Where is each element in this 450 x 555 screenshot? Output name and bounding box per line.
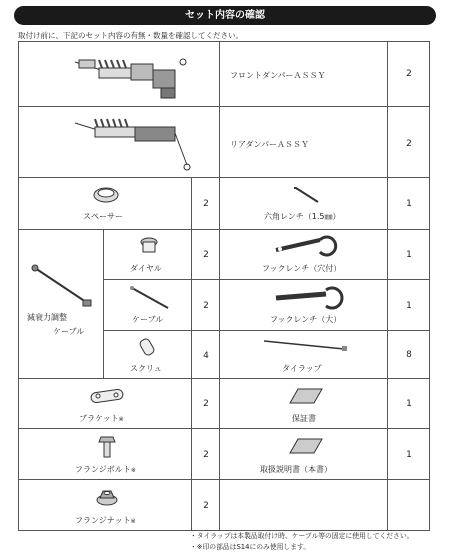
- dial-illustration: [138, 234, 160, 256]
- hex-wrench-illustration: [290, 184, 320, 206]
- empty-name-cell: [219, 479, 388, 531]
- rear-damper-illustration: [71, 113, 191, 173]
- rear-damper-name-cell: [219, 106, 388, 178]
- dial-qty: 2: [203, 250, 209, 260]
- hook-wrench-hole-name: フックレンチ（穴付）: [262, 264, 342, 273]
- cable-qty-cell: [191, 279, 220, 331]
- note-s14: ・※印の部品はS14にのみ使用します。: [190, 543, 311, 551]
- front-damper-image-cell: [18, 41, 220, 107]
- bracket-note-mark: ※: [118, 416, 124, 423]
- manual-name: 取扱説明書（本書）: [260, 465, 332, 474]
- manual-qty: 1: [406, 450, 412, 460]
- spacer-qty: 2: [203, 199, 209, 209]
- flange-nut-cell: [18, 479, 192, 531]
- flange-bolt-qty-cell: [191, 428, 220, 480]
- front-damper-qty-cell: [387, 41, 430, 107]
- bracket-illustration: [89, 387, 125, 405]
- section-title: セット内容の確認: [14, 6, 436, 25]
- front-damper-illustration: [71, 48, 191, 100]
- flange-bolt-name: フランジボルト※: [75, 465, 136, 474]
- hook-wrench-hole-illustration: [270, 234, 340, 258]
- manual-illustration: [286, 435, 324, 457]
- hook-wrench-large-qty-cell: [387, 279, 430, 331]
- flange-nut-note-mark: ※: [130, 518, 136, 525]
- flange-nut-qty: 2: [203, 501, 209, 511]
- hex-wrench-qty: 1: [406, 199, 412, 209]
- intro-text: 取付け前に、下記のセット内容の有無・数量を確認してください。: [18, 31, 243, 40]
- bracket-qty-cell: [191, 378, 220, 429]
- warranty-name: 保証書: [292, 414, 316, 423]
- cable-illustration: [128, 284, 172, 312]
- spacer-name: スペーサー: [83, 212, 123, 221]
- screw-qty-cell: [191, 330, 220, 379]
- spacer-cell: [18, 177, 192, 230]
- manual-qty-cell: [387, 428, 430, 480]
- hex-wrench-name: 六角レンチ（1.5㎜）: [264, 212, 341, 221]
- warranty-qty-cell: [387, 378, 430, 429]
- manual-cell: [219, 428, 388, 480]
- hook-wrench-hole-cell: [219, 229, 388, 280]
- front-damper-qty: 2: [406, 69, 412, 79]
- hex-wrench-cell: [219, 177, 388, 230]
- screw-illustration: [136, 337, 160, 357]
- dial-cell: [103, 229, 192, 280]
- rear-damper-qty-cell: [387, 106, 430, 178]
- cable-name: ケーブル: [132, 315, 164, 324]
- dial-qty-cell: [191, 229, 220, 280]
- flange-bolt-note-mark: ※: [130, 467, 136, 474]
- screw-name: スクリュ: [130, 364, 162, 373]
- damping-cable-name-line2: ケーブル: [53, 327, 85, 336]
- warranty-illustration: [286, 385, 324, 407]
- tie-wrap-illustration: [260, 337, 350, 353]
- damping-cable-group-cell: [18, 229, 104, 379]
- bracket-cell: [18, 378, 192, 429]
- rear-damper-image-cell: [18, 106, 220, 178]
- front-damper-name-cell: [219, 41, 388, 107]
- hook-wrench-large-illustration: [270, 284, 350, 310]
- damping-cable-name-line1: 減衰力調整: [27, 313, 67, 322]
- cable-qty: 2: [203, 301, 209, 311]
- tie-wrap-qty-cell: [387, 330, 430, 379]
- hook-wrench-large-cell: [219, 279, 388, 331]
- dial-name: ダイヤル: [130, 264, 162, 273]
- screw-cell: [103, 330, 192, 379]
- warranty-cell: [219, 378, 388, 429]
- rear-damper-qty: 2: [406, 139, 412, 149]
- empty-qty-cell: [387, 479, 430, 531]
- note-tie-wrap: ・タイラップは本製品取付け時、ケーブル等の固定に使用してください。: [190, 532, 414, 540]
- contents-table: [18, 41, 430, 538]
- tie-wrap-cell: [219, 330, 388, 379]
- flange-bolt-cell: [18, 428, 192, 480]
- hook-wrench-hole-qty-cell: [387, 229, 430, 280]
- hook-wrench-hole-qty: 1: [406, 250, 412, 260]
- notes: [190, 531, 413, 553]
- flange-bolt-illustration: [97, 433, 117, 459]
- flange-nut-illustration: [95, 486, 119, 508]
- damping-cable-illustration: [31, 264, 93, 310]
- tie-wrap-qty: 8: [406, 350, 412, 360]
- hook-wrench-large-name: フックレンチ（大）: [270, 315, 342, 324]
- cable-cell: [103, 279, 192, 331]
- tie-wrap-name: タイラップ: [282, 364, 322, 373]
- flange-nut-qty-cell: [191, 479, 220, 531]
- hex-wrench-qty-cell: [387, 177, 430, 230]
- flange-bolt-qty: 2: [203, 450, 209, 460]
- warranty-qty: 1: [406, 399, 412, 409]
- front-damper-name: フロントダンパーＡＳＳＹ: [230, 71, 326, 80]
- screw-qty: 4: [203, 351, 209, 361]
- hook-wrench-large-qty: 1: [406, 301, 412, 311]
- bracket-qty: 2: [203, 399, 209, 409]
- flange-nut-name: フランジナット※: [75, 516, 136, 525]
- spacer-qty-cell: [191, 177, 220, 230]
- rear-damper-name: リアダンパーＡＳＳＹ: [230, 140, 309, 149]
- bracket-name: ブラケット※: [79, 414, 124, 423]
- spacer-illustration: [91, 184, 121, 206]
